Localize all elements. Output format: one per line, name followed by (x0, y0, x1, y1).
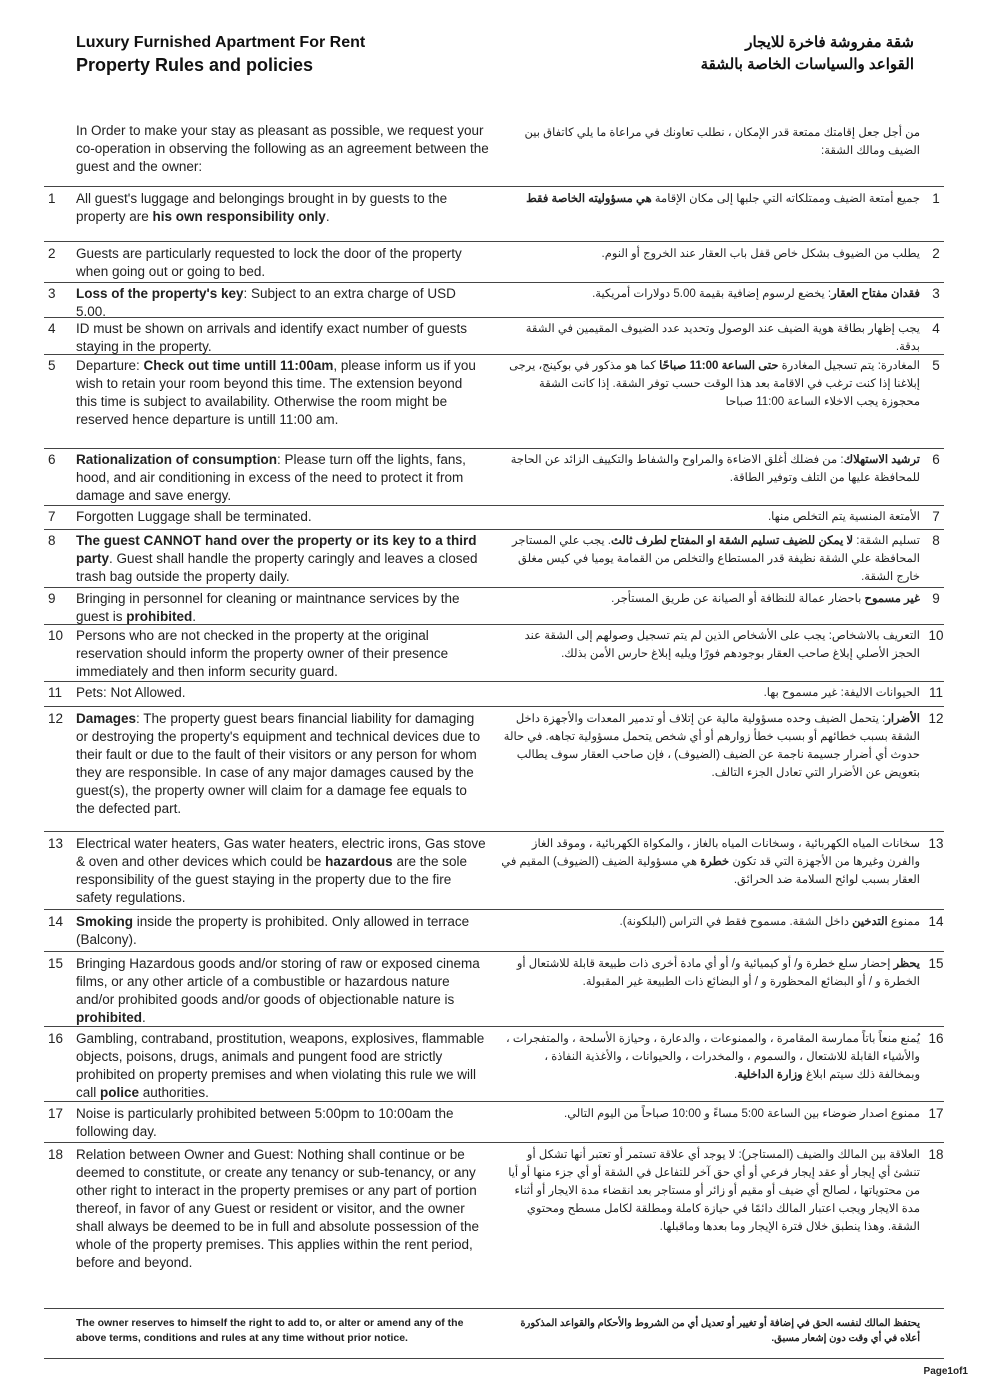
rule-divider (44, 529, 944, 530)
rule-divider (44, 505, 944, 506)
rule-divider (44, 354, 944, 355)
intro-english: In Order to make your stay as pleasant as possible, we request your co-operation in observing the following as an agreement between the guest and the owner: (76, 123, 489, 174)
rule-text-arabic: الحيوانات الاليفة: غير مسموح بها. (763, 687, 920, 699)
title-line-2: Property Rules and policies (76, 55, 314, 75)
rule-number: 4 (48, 321, 56, 336)
footer-bottom-divider (44, 1358, 944, 1359)
rule-text-english: Departure: Check out time untill 11:00am, please inform us if you wish to retain your room beyond this time. The extension beyond this time is subject to availability. Otherwise the room might be reserved hence departure is untill 11:00 am. (76, 358, 476, 427)
rule-text-english: Loss of the property's key: Subject to an extra charge of USD 5.00. (76, 286, 456, 319)
title-line-1: Luxury Furnished Apartment For Rent (76, 34, 366, 51)
rule-text-arabic: تسليم الشقة: لا يمكن للضيف تسليم الشقة او المفتاح لطرف ثالث. يجب علي المستاجر المحافظة علي الشقة نظيفة قدر المستطاع والتخلص من القمامة يوميا في كيس مغلق خارج الشقة. (511, 535, 920, 583)
footer-note-english: The owner reserves to himself the right to add to, or alter or amend any of the above terms, conditions and rules at any time without prior notice. (76, 1317, 464, 1344)
rule-text-english: Relation between Owner and Guest: Nothing shall continue or be deemed to constitute, or create any tenancy or sub-tenancy, or any other right to interact in the property premises or any part of portion thereof, in favor of any Guest or resident or visitor, and the owner shall always be deemed to be in full and absolute possession of the whole of the property premises. This applies within the rent period, before and beyond. (76, 1147, 480, 1270)
rule-text-arabic: فقدان مفتاح العقار: يخضع لرسوم إضافية بقيمة 5.00 دولارات أمريكية. (592, 288, 920, 300)
rule-text-arabic: التعريف بالاشخاص: يجب على الأشخاص الذين لم يتم تسجيل وصولهم إلى الشقة عند الحجز الأصلي إبلاغ صاحب العقار بوجودهم فورًا ويليه إبلاغ حارس الأمن بذلك. (524, 630, 920, 660)
rule-number-arabic-side: 17 (928, 1106, 944, 1121)
rule-text-english: Gambling, contraband, prostitution, weapons, explosives, flammable objects, poisons, drugs, animals and pungent food are strictly prohibited on property premises and when violating this rule we will call police authorities. (76, 1031, 485, 1100)
rule-text-english: Noise is particularly prohibited between 5:00pm to 10:00am the following day. (76, 1106, 454, 1139)
footer-divider (44, 1308, 944, 1309)
rule-text-arabic: المغادرة: يتم تسجيل المغادرة حتى الساعة 11:00 صباحًا كما هو مذكور في بوكينج، يرجى إبلاغنا إذا كنت ترغب في الاقامة بعد هذا الوقت حسب توفر الشقة. إذا كانت الشقة محجوزة يجب الاخلاء الساعة 11:00 صباحا (509, 360, 920, 408)
document-title-arabic (701, 32, 914, 76)
rule-text-arabic: الأضرار: يتحمل الضيف وحده مسؤولية مالية عن إتلاف أو تدمير المعدات والأجهزة داخل الشقة بسبب خطائهم أو بسبب خطأ زوارهم أو أي شخص يتحمل مسؤولية تجاهه. في حالة حدوث أي أضرار جسيمة ناجمة عن الضيف (الضيوف) ، فإن صاحب العقار سوف يطالب بتعويض عن الأضرار التي تعادل الجزء التالف. (503, 713, 920, 779)
rule-divider (44, 681, 944, 682)
rule-number: 1 (48, 191, 56, 206)
rule-number-arabic-side: 10 (928, 628, 944, 643)
rule-divider (44, 1142, 944, 1143)
rule-divider (44, 317, 944, 318)
footer-note-arabic: يحتفظ المالك لنفسه الحق في إضافة أو تغيير أو تعديل أي من الشروط والأحكام والقواعد المذكورة أعلاه في أي وقت دون إشعار مسبق. (520, 1318, 920, 1344)
rule-number-arabic-side: 1 (932, 191, 940, 206)
rule-divider (44, 282, 944, 283)
rule-number-arabic-side: 3 (932, 286, 940, 301)
rule-text-arabic: الأمتعة المنسية يتم التخلص منها. (767, 511, 920, 523)
rule-text-arabic: ترشيد الاستهلاك: من فضلك أغلق الاضاءة والمراوح والشفاط والتكييف الزائد عن الحاجة للمحافظة عليها من التلف وتوفير الطاقة. (510, 454, 920, 484)
rule-number-arabic-side: 8 (932, 533, 940, 548)
rule-number-arabic-side: 6 (932, 452, 940, 467)
rule-number-arabic-side: 15 (928, 956, 944, 971)
rule-number: 3 (48, 286, 56, 301)
rule-text-arabic: سخانات المياه الكهربائية ، وسخانات المياه بالغاز ، والمكواة الكهربائية ، وموقد الغاز والفرن وغيرها من الأجهزة التي قد تكون خطرة هي مسؤولية الضيف (الضيوف) المقيم في العقار بسبب لوائح السلامة ضد الحرائق. (501, 838, 920, 886)
rule-number: 14 (48, 914, 64, 929)
rule-text-english: Persons who are not checked in the property at the original reservation should inform the property owner of their presence immediately and then inform security guard. (76, 628, 449, 679)
rule-divider (44, 241, 944, 242)
rule-number-arabic-side: 14 (928, 914, 944, 929)
rule-number-arabic-side: 7 (932, 509, 940, 524)
intro-arabic: من أجل جعل إقامتك ممتعة قدر الإمكان ، نطلب تعاونك في مراعاة ما يلي كاتفاق بين الضيف ومالك الشقة: (524, 127, 920, 157)
rule-text-arabic: غير مسموح باحضار عمالة للنظافة أو الصيانة عن طريق المستأجر. (611, 593, 920, 605)
rule-text-english: Bringing in personnel for cleaning or maintnance services by the guest is prohibited. (76, 591, 460, 624)
rule-text-english: Smoking inside the property is prohibited. Only allowed in terrace (Balcony). (76, 914, 470, 947)
rule-text-arabic: يُمنع منعاً باتاً ممارسة المقامرة ، والممنوعات ، والدعارة ، وحيازة الأسلحة ، والمتفجرات ، والأشياء القابلة للاشتعال ، والسموم ، والمخدرات ، والحيوانات ، والأغذية النفاذة ، وبمخالفة ذلك سيتم ابلاغ وزارة الداخلية. (505, 1033, 920, 1081)
rule-text-arabic: يجب إظهار بطاقة هوية الضيف عند الوصول وتحديد عدد الضيوف المقيمين في الشقة بدقة. (525, 323, 920, 353)
rule-text-english: All guest's luggage and belongings brought in by guests to the property are his own responsibility only. (76, 191, 448, 224)
rule-number: 17 (48, 1106, 64, 1121)
rule-number: 7 (48, 509, 56, 524)
rule-divider (44, 706, 944, 707)
rule-text-english: Damages: The property guest bears financial liability for damaging or destroying the property's equipment and technical devices due to their fault or due to the fault of their visitors or any person for whom they are responsible. In case of any major damages caused by the guest(s), the property owner will claim for a damage fee equals to the defected part. (76, 711, 481, 816)
rule-divider (44, 186, 944, 187)
rule-text-arabic: يحظر إحضار سلع خطرة و/ أو كيميائية و/ أو أي مادة أخرى ذات طبيعة قابلة للاشتعال أو الخطرة و / أو البضائع المحظورة و / أو البضائع ذات الطبيعة غير المقبولة. (516, 958, 920, 988)
rule-text-arabic: ممنوع اصدار ضوضاء بين الساعة 5:00 مساءً و 10:00 صباحاً من اليوم التالي. (564, 1108, 920, 1120)
rule-number: 11 (48, 685, 63, 700)
rule-number: 18 (48, 1147, 64, 1162)
rule-number-arabic-side: 13 (928, 836, 944, 851)
page-number: Page1of1 (923, 1366, 968, 1377)
rule-number: 2 (48, 246, 56, 261)
rule-text-arabic: ممنوع التدخين داخل الشقة. مسموح فقط في التراس (البلكونة). (619, 916, 920, 928)
rule-divider (44, 831, 944, 832)
rule-number-arabic-side: 18 (928, 1147, 944, 1162)
rule-divider (44, 909, 944, 910)
rule-number-arabic-side: 4 (932, 321, 940, 336)
rule-number-arabic-side: 12 (928, 711, 944, 726)
rule-number: 9 (48, 591, 56, 606)
rule-number-arabic-side: 2 (932, 246, 940, 261)
rule-number: 15 (48, 956, 64, 971)
rule-number: 13 (48, 836, 64, 851)
rule-number-arabic-side: 11 (928, 685, 943, 700)
rule-text-english: Electrical water heaters, Gas water heaters, electric irons, Gas stove & oven and other devices which could be hazardous are the sole responsibility of the guest staying in the property due to the fire safety regulations. (76, 836, 486, 905)
rule-number-arabic-side: 16 (928, 1031, 944, 1046)
title-ar-line-1: شقة مفروشة فاخرة للايجار (745, 34, 914, 51)
rule-text-english: Rationalization of consumption: Please turn off the lights, fans, hood, and air conditioning in excess of the need to protect it from damage and save energy. (76, 452, 466, 503)
rule-text-english: ID must be shown on arrivals and identify exact number of guests staying in the property. (76, 321, 467, 354)
rule-number: 8 (48, 533, 56, 548)
rule-text-english: Bringing Hazardous goods and/or storing of raw or exposed cinema films, or any other article of a combustible or hazardous nature and/or prohibited goods and/or goods of objectionable nature is prohibited. (76, 956, 480, 1025)
rule-text-english: Pets: Not Allowed. (76, 685, 186, 700)
title-ar-line-2: القواعد والسياسات الخاصة بالشقة (700, 56, 914, 73)
rule-number-arabic-side: 9 (932, 591, 940, 606)
rule-number: 16 (48, 1031, 64, 1046)
rule-text-english: The guest CANNOT hand over the property or its key to a third party. Guest shall handle the property caringly and leaves a closed trash bag outside the property daily. (76, 533, 478, 584)
rule-text-arabic: العلاقة بين المالك والضيف (المستاجر): لا يوجد أي علاقة تستمر أو تعتبر أنها تشكل أو تنشئ أي إيجار أو عقد إيجار فرعي أو أي حق آخر للتفاعل في الشقة أو أي جزء منها أو أيا من محتوياتها ، لصالح أي ضيف أو مقيم أو زائر أو مستاجر بعد انقضاء مدة الايجار أو أثناء مدة الايجار ويجب اعتبار المالك دائمًا في حيازة كاملة ومطلقة لكامل مسطح ومحتوي الشقة. وهذا ينطبق خلال فترة الإيجار وما بعدها وماقبلها. (508, 1149, 920, 1233)
rule-number: 10 (48, 628, 64, 643)
rule-number-arabic-side: 5 (932, 358, 940, 373)
rule-divider (44, 1026, 944, 1027)
document-title (76, 32, 365, 76)
rule-divider (44, 448, 944, 449)
rule-text-arabic: يطلب من الضيوف بشكل خاص قفل باب العقار عند الخروج أو النوم. (601, 248, 920, 260)
rule-number: 5 (48, 358, 56, 373)
rule-divider (44, 624, 944, 625)
rule-divider (44, 951, 944, 952)
rule-text-arabic: جميع أمتعة الضيف وممتلكاته التي جلبها إلى مكان الإقامة هي مسؤوليته الخاصة فقط (526, 193, 920, 205)
rule-divider (44, 1101, 944, 1102)
rule-text-english: Forgotten Luggage shall be terminated. (76, 509, 312, 524)
rule-divider (44, 587, 944, 588)
rule-number: 6 (48, 452, 56, 467)
rule-text-english: Guests are particularly requested to lock the door of the property when going out or going to bed. (76, 246, 462, 279)
rule-number: 12 (48, 711, 64, 726)
